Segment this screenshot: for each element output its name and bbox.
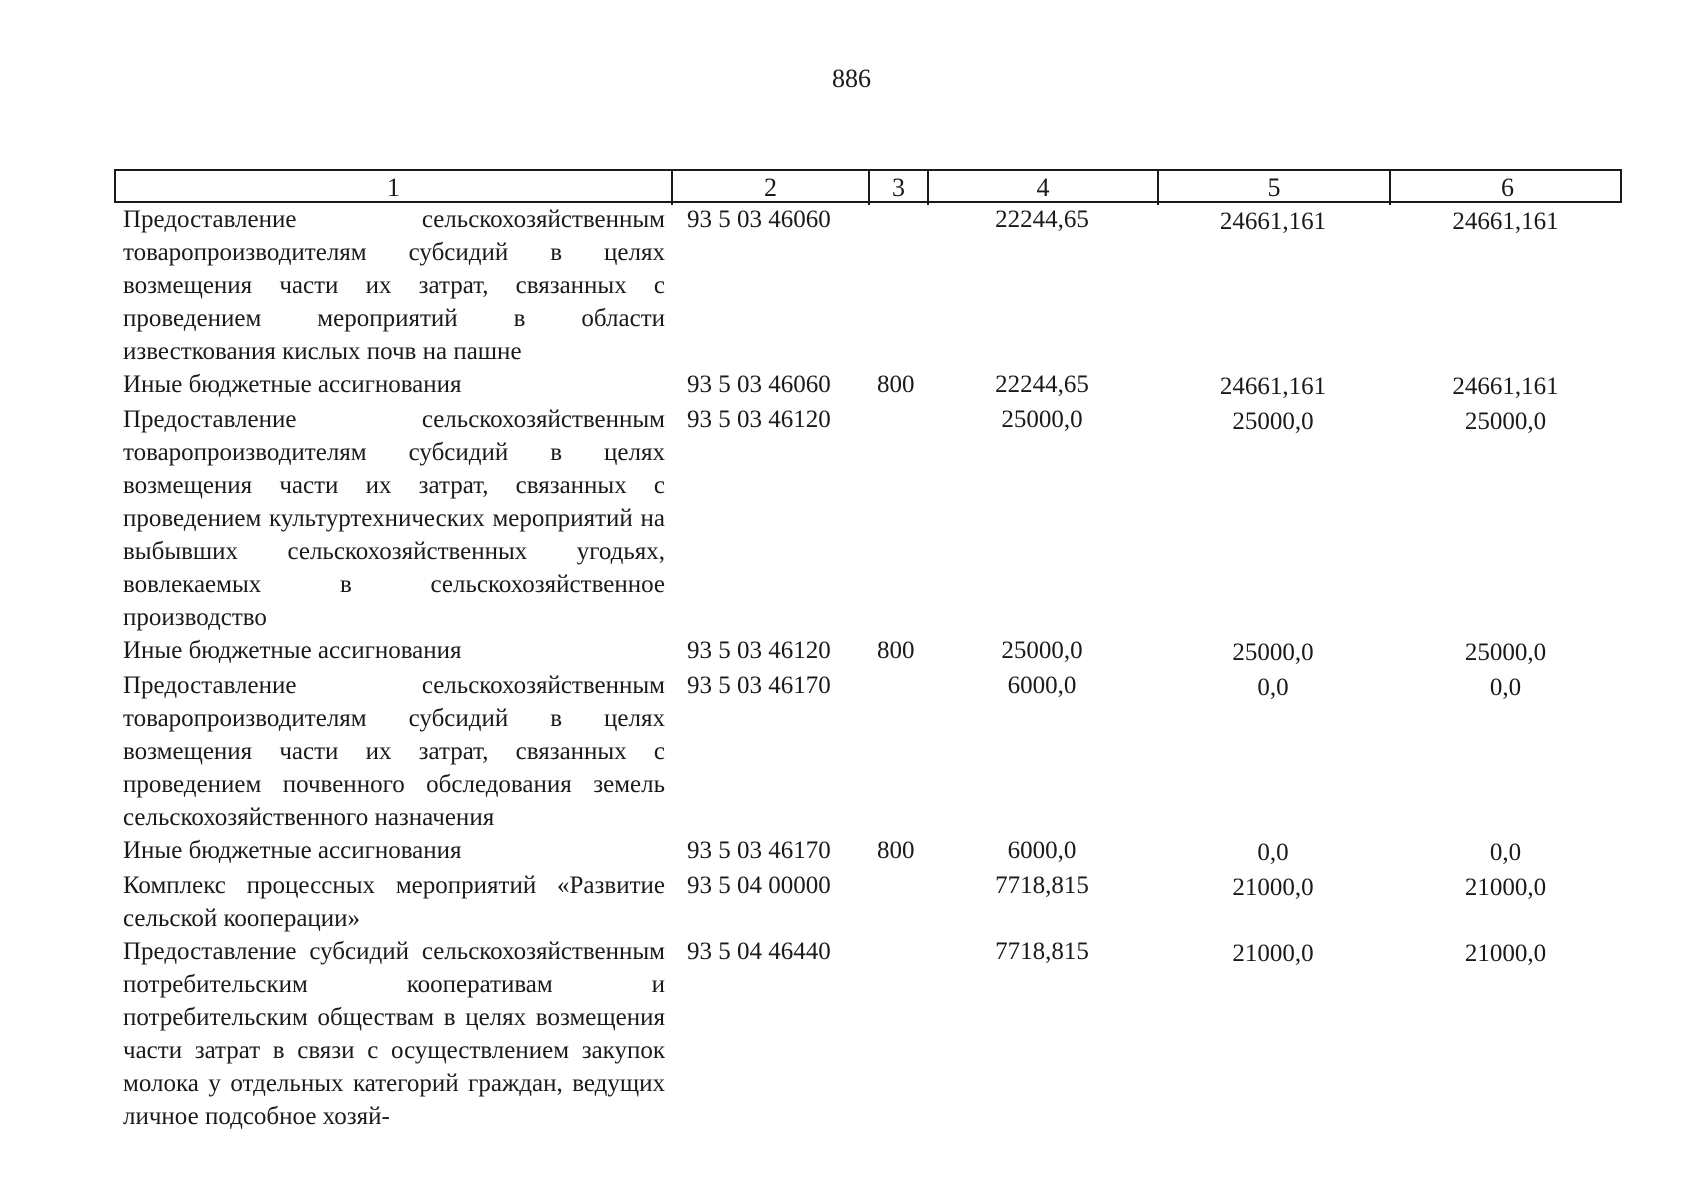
row-value-4: 22244,65 [995,206,1089,233]
row-value-5: 25000,0 [1232,408,1314,435]
row-value-4: 25000,0 [1001,406,1083,433]
row-value-4: 25000,0 [1001,637,1083,664]
table-row [114,203,1622,368]
row-value-6: 25000,0 [1464,408,1547,435]
row-name: Предоставление сельскохозяйственным товаропроизводителям субсидий в целях возмещения части их затрат, связанных с проведением мероприятий в области известкования кислых почв на пашне [123,206,665,365]
row-name: Иные бюджетные ассигнования [123,837,462,864]
row-code: 93 5 03 46060 [687,206,831,233]
table-row [114,634,1622,669]
row-value-4: 7718,815 [995,938,1089,965]
row-type [868,869,927,935]
row-code: 93 5 04 46440 [687,938,831,965]
row-value-4: 22244,65 [995,371,1089,398]
table-row [114,935,1622,1133]
row-value-4: 7718,815 [995,872,1089,899]
row-code: 93 5 03 46120 [687,637,831,664]
row-name: Предоставление сельскохозяйственным товаропроизводителям субсидий в целях возмещения части их затрат, связанных с проведением культуртехнических мероприятий на выбывших сельскохозяйственных угодьях, вовлекаемых в сельскохозяйственное производство [123,406,665,631]
row-value-5: 0,0 [1257,839,1289,866]
row-type [868,669,927,834]
column-header-6: 6 [1501,173,1514,202]
row-code: 93 5 03 46170 [687,672,831,699]
row-value-5: 21000,0 [1232,940,1314,967]
column-header-row [114,169,1622,203]
row-value-5: 21000,0 [1232,874,1314,901]
row-value-5: 25000,0 [1232,639,1314,666]
row-value-6: 25000,0 [1464,639,1547,666]
table-row [114,368,1622,403]
column-header-1: 1 [116,171,673,205]
row-value-6: 0,0 [1489,674,1522,701]
row-value-6: 24661,161 [1452,208,1559,235]
row-code: 93 5 04 00000 [687,872,831,899]
row-value-5: 24661,161 [1219,208,1327,235]
row-code: 93 5 03 46060 [687,371,831,398]
row-name: Предоставление сельскохозяйственным товаропроизводителям субсидий в целях возмещения части их затрат, связанных с проведением почвенного обследования земель сельскохозяйственного назначения [123,672,665,831]
row-code: 93 5 03 46120 [687,406,831,433]
column-header-4: 4 [929,171,1159,205]
table-row [114,869,1622,935]
column-header-5: 5 [1159,171,1391,205]
table-row [114,834,1622,869]
table-row [114,669,1622,834]
row-code: 93 5 03 46170 [687,837,831,864]
table-row [114,403,1622,634]
row-name: Предоставление субсидий сельскохозяйственным потребительским кооперативам и потребительским обществам в целях возмещения части затрат в связи с осуществлением закупок молока у отдельных категорий граждан, ведущих личное подсобное хозяй- [123,938,665,1130]
budget-table [114,169,1622,1133]
row-type: 800 [877,637,915,664]
row-type: 800 [877,837,915,864]
row-name: Комплекс процессных мероприятий «Развитие сельской кооперации» [123,872,665,932]
row-value-4: 6000,0 [1007,837,1077,864]
row-value-5: 0,0 [1257,674,1289,701]
row-name: Иные бюджетные ассигнования [123,637,462,664]
row-type [868,203,927,368]
row-type [868,403,927,634]
row-value-4: 6000,0 [1007,672,1077,699]
page-number: 886 [832,64,871,93]
column-header-3: 3 [870,171,929,205]
column-header-2: 2 [673,171,870,205]
row-value-6: 21000,0 [1464,874,1547,901]
row-value-6: 24661,161 [1452,373,1559,400]
row-type [868,935,927,1133]
row-type: 800 [877,371,915,398]
row-name: Иные бюджетные ассигнования [123,371,462,398]
row-value-6: 0,0 [1489,839,1522,866]
row-value-5: 24661,161 [1219,373,1327,400]
row-value-6: 21000,0 [1464,940,1547,967]
